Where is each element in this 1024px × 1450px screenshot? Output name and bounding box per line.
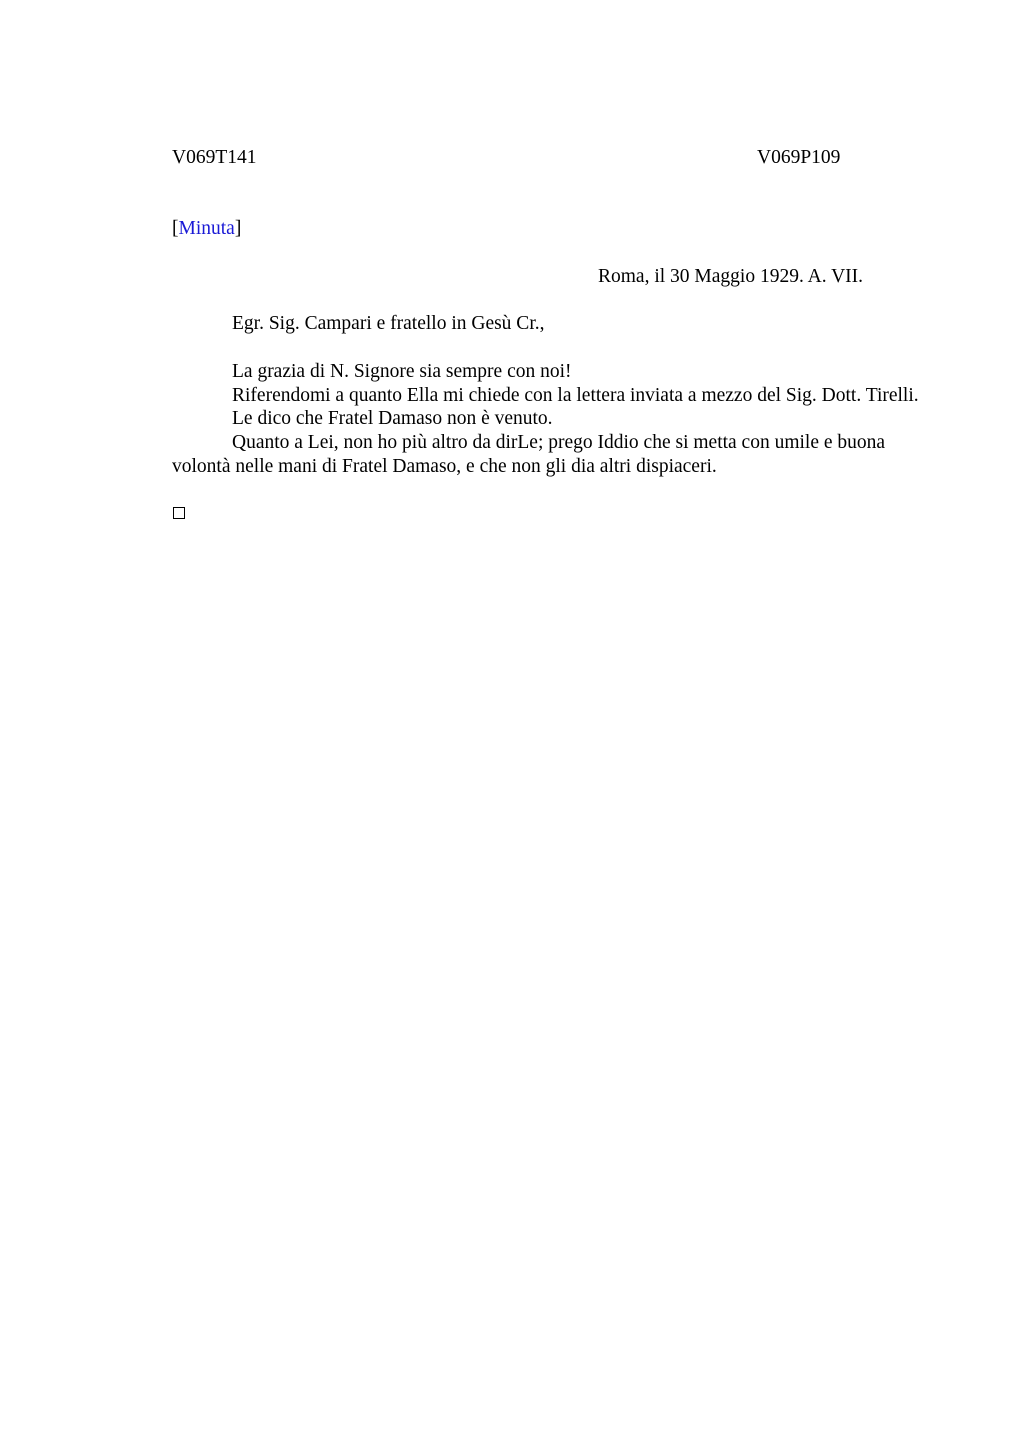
letter-salutation: Egr. Sig. Campari e fratello in Gesù Cr., [232,313,545,334]
letter-paragraph-4: Quanto a Lei, non ho più altro da dirLe; prego Iddio che si metta con umile e buona volontà nelle mani di Fratel Damaso, e che non gli dia altri dispiaceri. [172,432,886,477]
document-code-left: V069T141 [172,147,257,168]
document-code-right: V069P109 [757,147,841,168]
letter-paragraph-2: Riferendomi a quanto Ella mi chiede con la lettera inviata a mezzo del Sig. Dott. Tirelli. [232,384,919,406]
letter-date: Roma, il 30 Maggio 1929. A. VII. [598,266,864,287]
square-outline-icon [173,507,185,519]
minuta-link[interactable]: Minuta [178,218,235,239]
bracket-close: ] [234,218,242,239]
minuta-label [172,217,241,241]
letter-paragraph-1: La grazia di N. Signore sia sempre con noi! [232,361,572,382]
letter-paragraph-3: Le dico che Fratel Damaso non è venuto. [232,408,553,430]
bracket-open: [ [172,218,179,239]
letter-body [172,360,932,479]
